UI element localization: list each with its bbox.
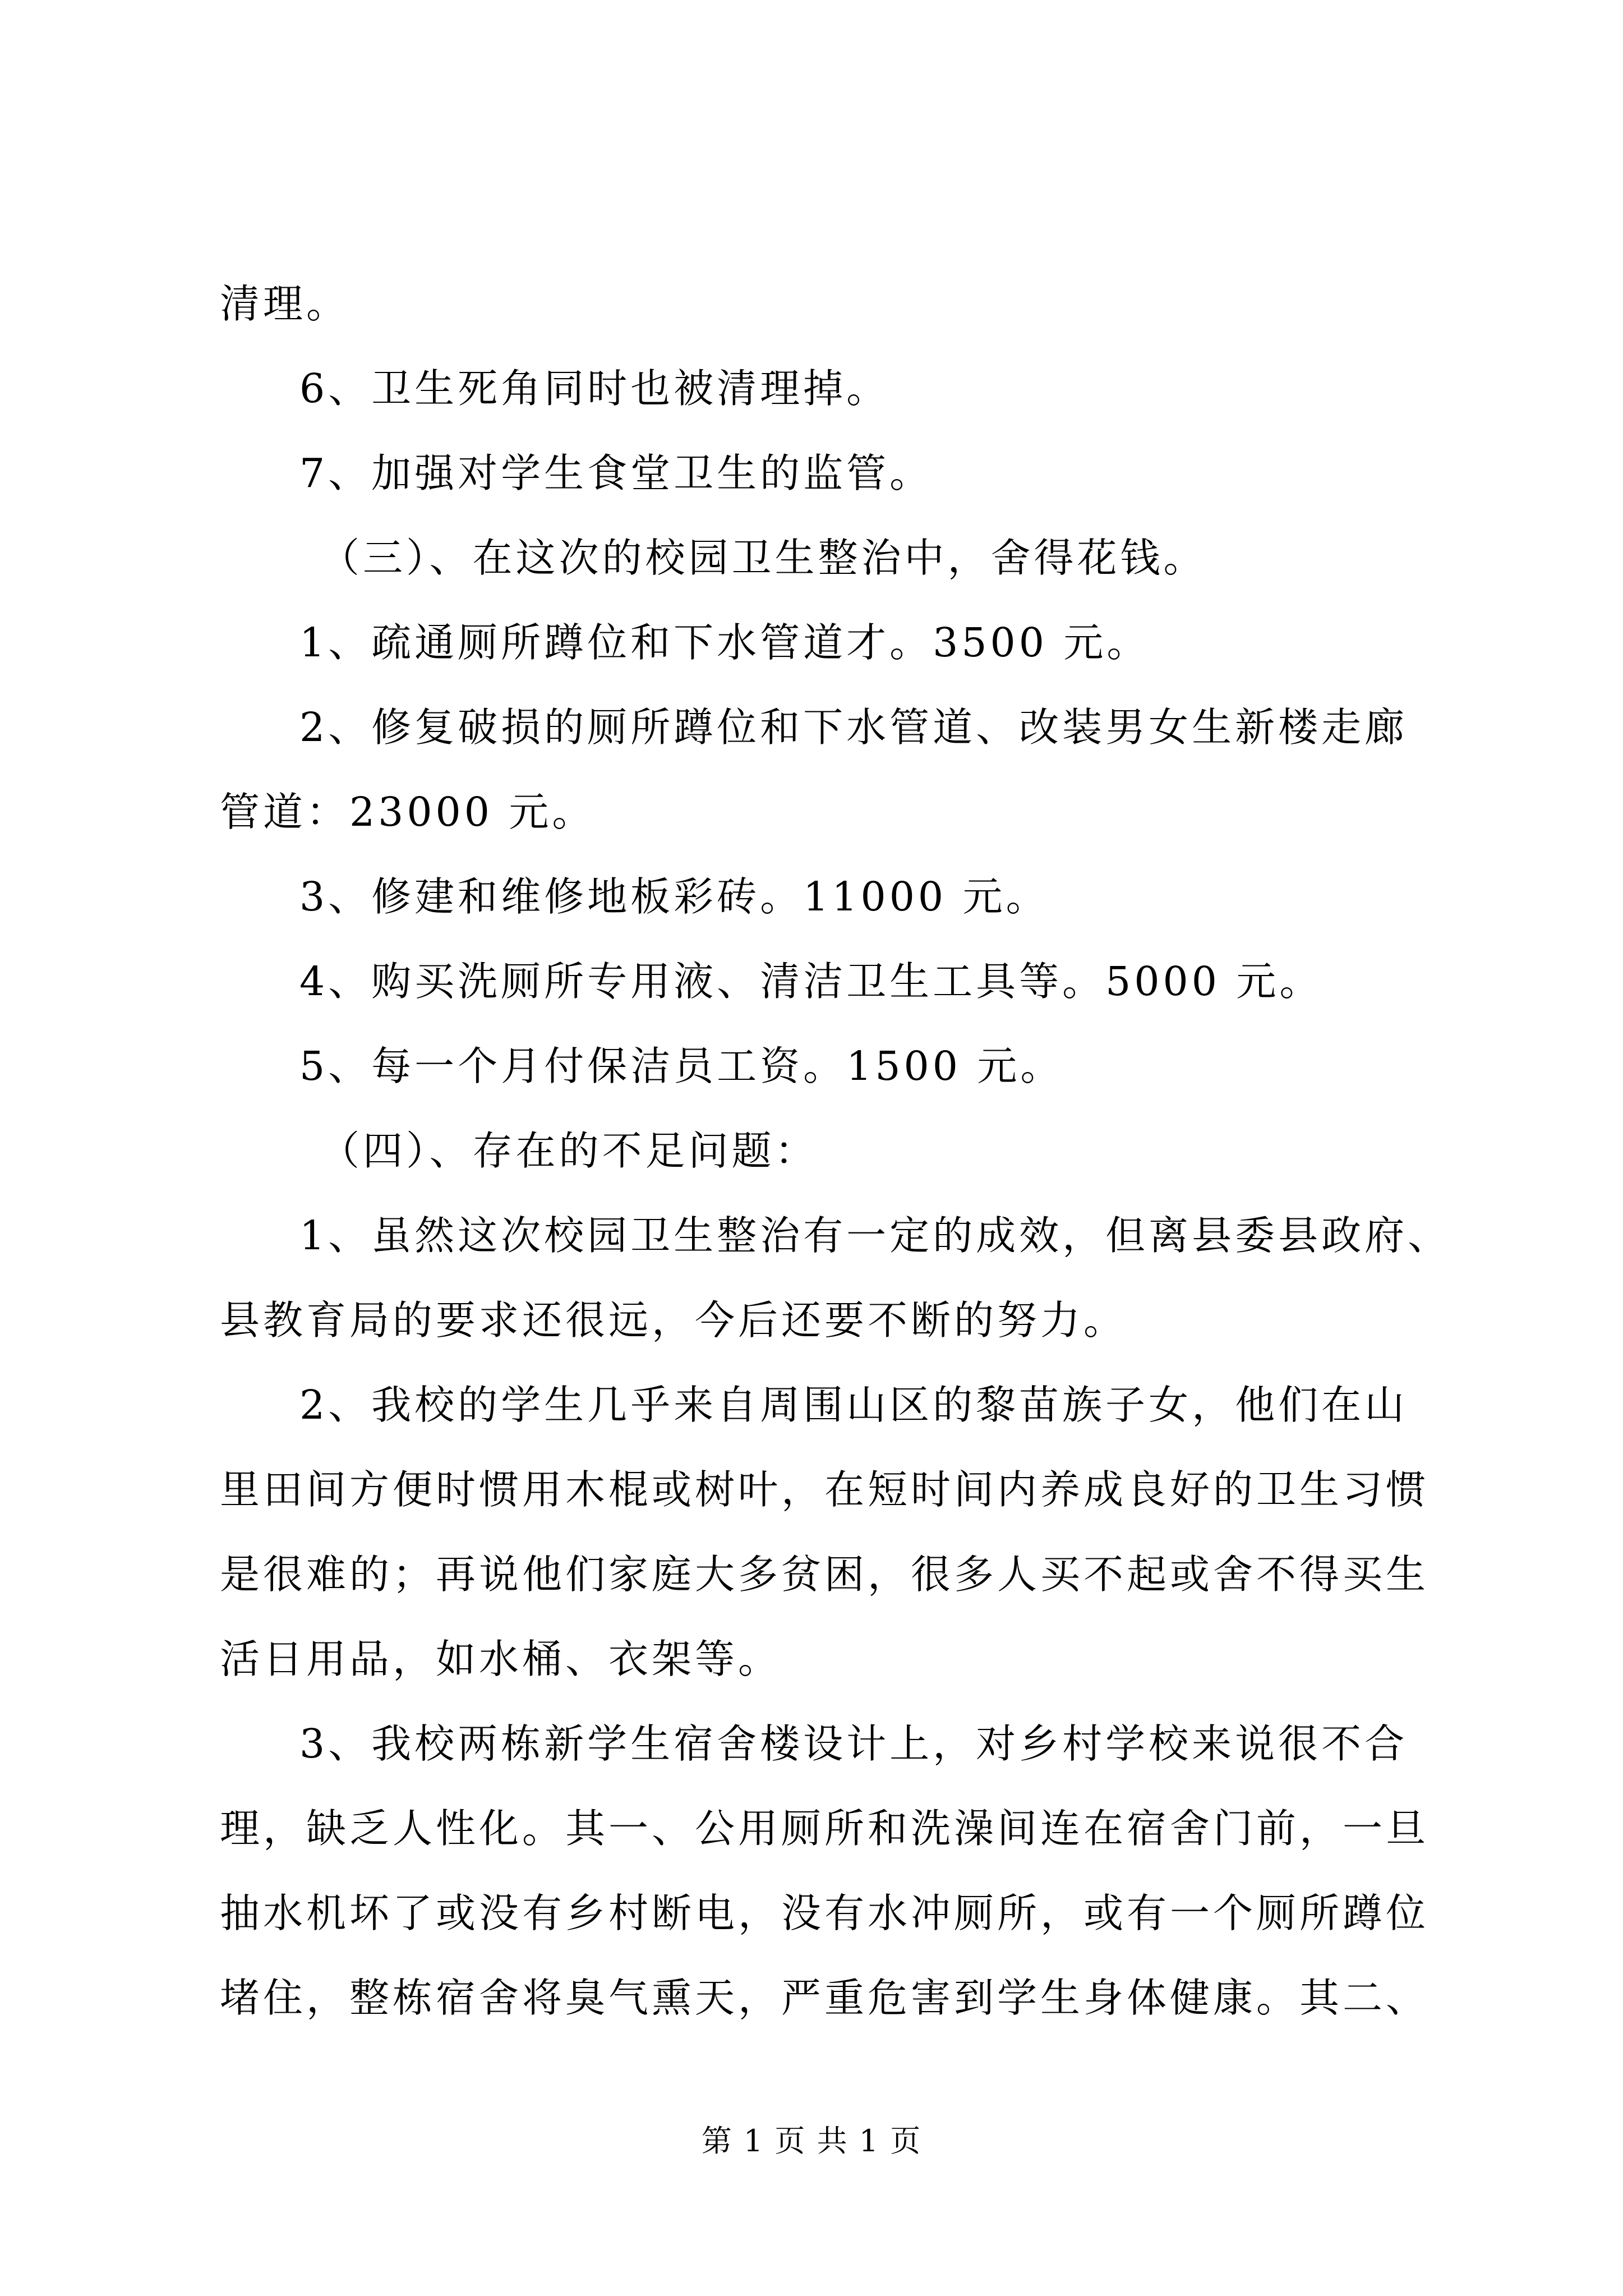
text-line: 活日用品，如水桶、衣架等。 [220, 1636, 782, 1682]
list-item: 5、每一个月付保洁员工资。1500 元。 [299, 1043, 1064, 1089]
text-line: 清理。 [220, 280, 350, 327]
list-item: 7、加强对学生食堂卫生的监管。 [299, 450, 933, 496]
document-body [220, 261, 1451, 2040]
list-item: 2、修复破损的厕所蹲位和下水管道、改装男女生新楼走廊 [299, 704, 1408, 751]
list-item: 3、修建和维修地板彩砖。11000 元。 [299, 873, 1049, 920]
page-number-footer: 第 1 页 共 1 页 [701, 2123, 922, 2159]
list-item: 4、购买洗厕所专用液、清洁卫生工具等。5000 元。 [299, 958, 1323, 1005]
text-line: 里田间方便时惯用木棍或树叶，在短时间内养成良好的卫生习惯 [220, 1466, 1430, 1513]
list-item: 1、疏通厕所蹲位和下水管道才。3500 元。 [299, 619, 1150, 666]
list-item: 3、我校两栋新学生宿舍楼设计上，对乡村学校来说很不合 [299, 1720, 1408, 1767]
text-line: 管道：23000 元。 [220, 789, 596, 835]
list-item: 2、我校的学生几乎来自周围山区的黎苗族子女，他们在山 [299, 1382, 1408, 1428]
list-item: 6、卫生死角同时也被清理掉。 [299, 365, 890, 412]
section-heading: （四）、存在的不足问题： [320, 1128, 818, 1174]
text-line: 县教育局的要求还很远，今后还要不断的努力。 [220, 1297, 1127, 1343]
section-heading: （三）、在这次的校园卫生整治中，舍得花钱。 [320, 535, 1207, 581]
text-line: 堵住，整栋宿舍将臭气熏天，严重危害到学生身体健康。其二、 [220, 1975, 1430, 2021]
text-line: 是很难的；再说他们家庭大多贫困，很多人买不起或舍不得买生 [220, 1551, 1430, 1598]
list-item: 1、虽然这次校园卫生整治有一定的成效，但离县委县政府、 [299, 1212, 1451, 1259]
text-line: 理，缺乏人性化。其一、公用厕所和洗澡间连在宿舍门前，一旦 [220, 1805, 1430, 1852]
text-line: 抽水机坏了或没有乡村断电，没有水冲厕所，或有一个厕所蹲位 [220, 1890, 1430, 1936]
